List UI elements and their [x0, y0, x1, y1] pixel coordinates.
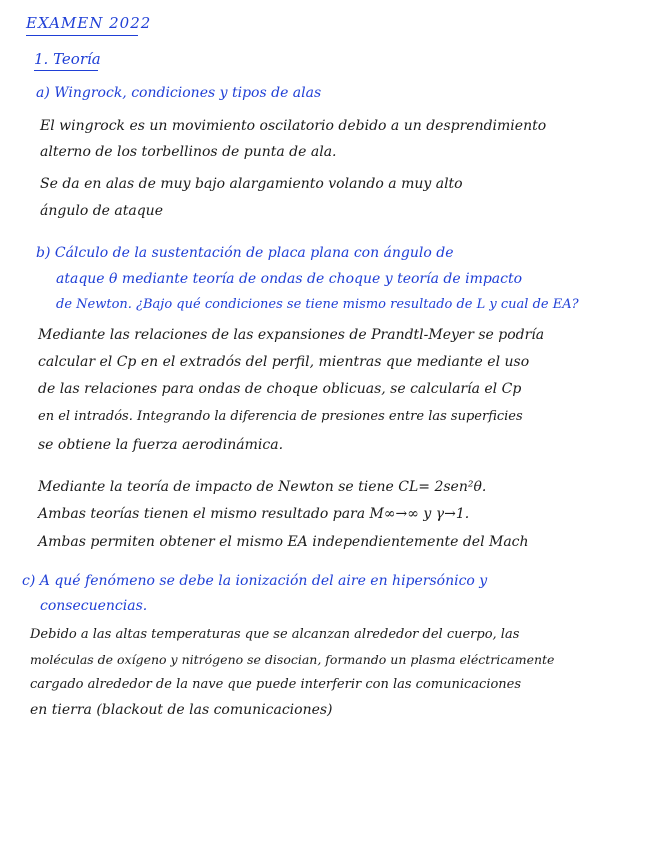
answer-b2-line-3: Ambas permiten obtener el mismo EA independientemente del Mach — [38, 534, 529, 550]
question-b-line-1: b) Cálculo de la sustentación de placa plana con ángulo de — [36, 245, 454, 261]
answer-b-line-2: calcular el Cp en el extradós del perfil, mientras que mediante el uso — [38, 354, 530, 370]
answer-c-line-4: en tierra (blackout de las comunicaciones) — [30, 702, 333, 718]
question-c-line-1: c) A qué fenómeno se debe la ionización del aire en hipersónico y — [22, 573, 488, 589]
answer-b-line-4: en el intradós. Integrando la diferencia de presiones entre las superficies — [38, 409, 523, 424]
section-underline — [34, 70, 98, 71]
section-heading: 1. Teoría — [34, 50, 101, 68]
answer-a-line-1: El wingrock es un movimiento oscilatorio debido a un desprendimiento — [40, 118, 547, 134]
answer-b-line-3: de las relaciones para ondas de choque oblicuas, se calcularía el Cp — [38, 381, 522, 397]
answer-a-line-2: alterno de los torbellinos de punta de ala. — [40, 144, 337, 160]
answer-a-line-4: ángulo de ataque — [40, 203, 163, 219]
answer-b2-line-1: Mediante la teoría de impacto de Newton se tiene CL= 2sen²θ. — [38, 479, 487, 495]
question-b-line-2: ataque θ mediante teoría de ondas de choque y teoría de impacto — [56, 271, 523, 287]
answer-c-line-1: Debido a las altas temperaturas que se alcanzan alrededor del cuerpo, las — [30, 627, 520, 642]
page-title: EXAMEN 2022 — [26, 14, 152, 32]
question-b-line-3: de Newton. ¿Bajo qué condiciones se tiene mismo resultado de L y cual de EA? — [56, 297, 579, 312]
answer-c-line-3: cargado alrededor de la nave que puede interferir con las comunicaciones — [30, 677, 522, 692]
answer-c-line-2: moléculas de oxígeno y nitrógeno se disocian, formando un plasma eléctricamente — [30, 652, 555, 667]
answer-b-line-1: Mediante las relaciones de las expansiones de Prandtl-Meyer se podría — [38, 327, 545, 343]
answer-a-line-3: Se da en alas de muy bajo alargamiento volando a muy alto — [40, 176, 463, 192]
title-underline — [26, 35, 138, 36]
answer-b-line-5: se obtiene la fuerza aerodinámica. — [38, 437, 284, 453]
question-a: a) Wingrock, condiciones y tipos de alas — [36, 85, 322, 101]
question-c-line-2: consecuencias. — [40, 598, 148, 614]
answer-b2-line-2: Ambas teorías tienen el mismo resultado para M∞→∞ y γ→1. — [38, 506, 470, 522]
